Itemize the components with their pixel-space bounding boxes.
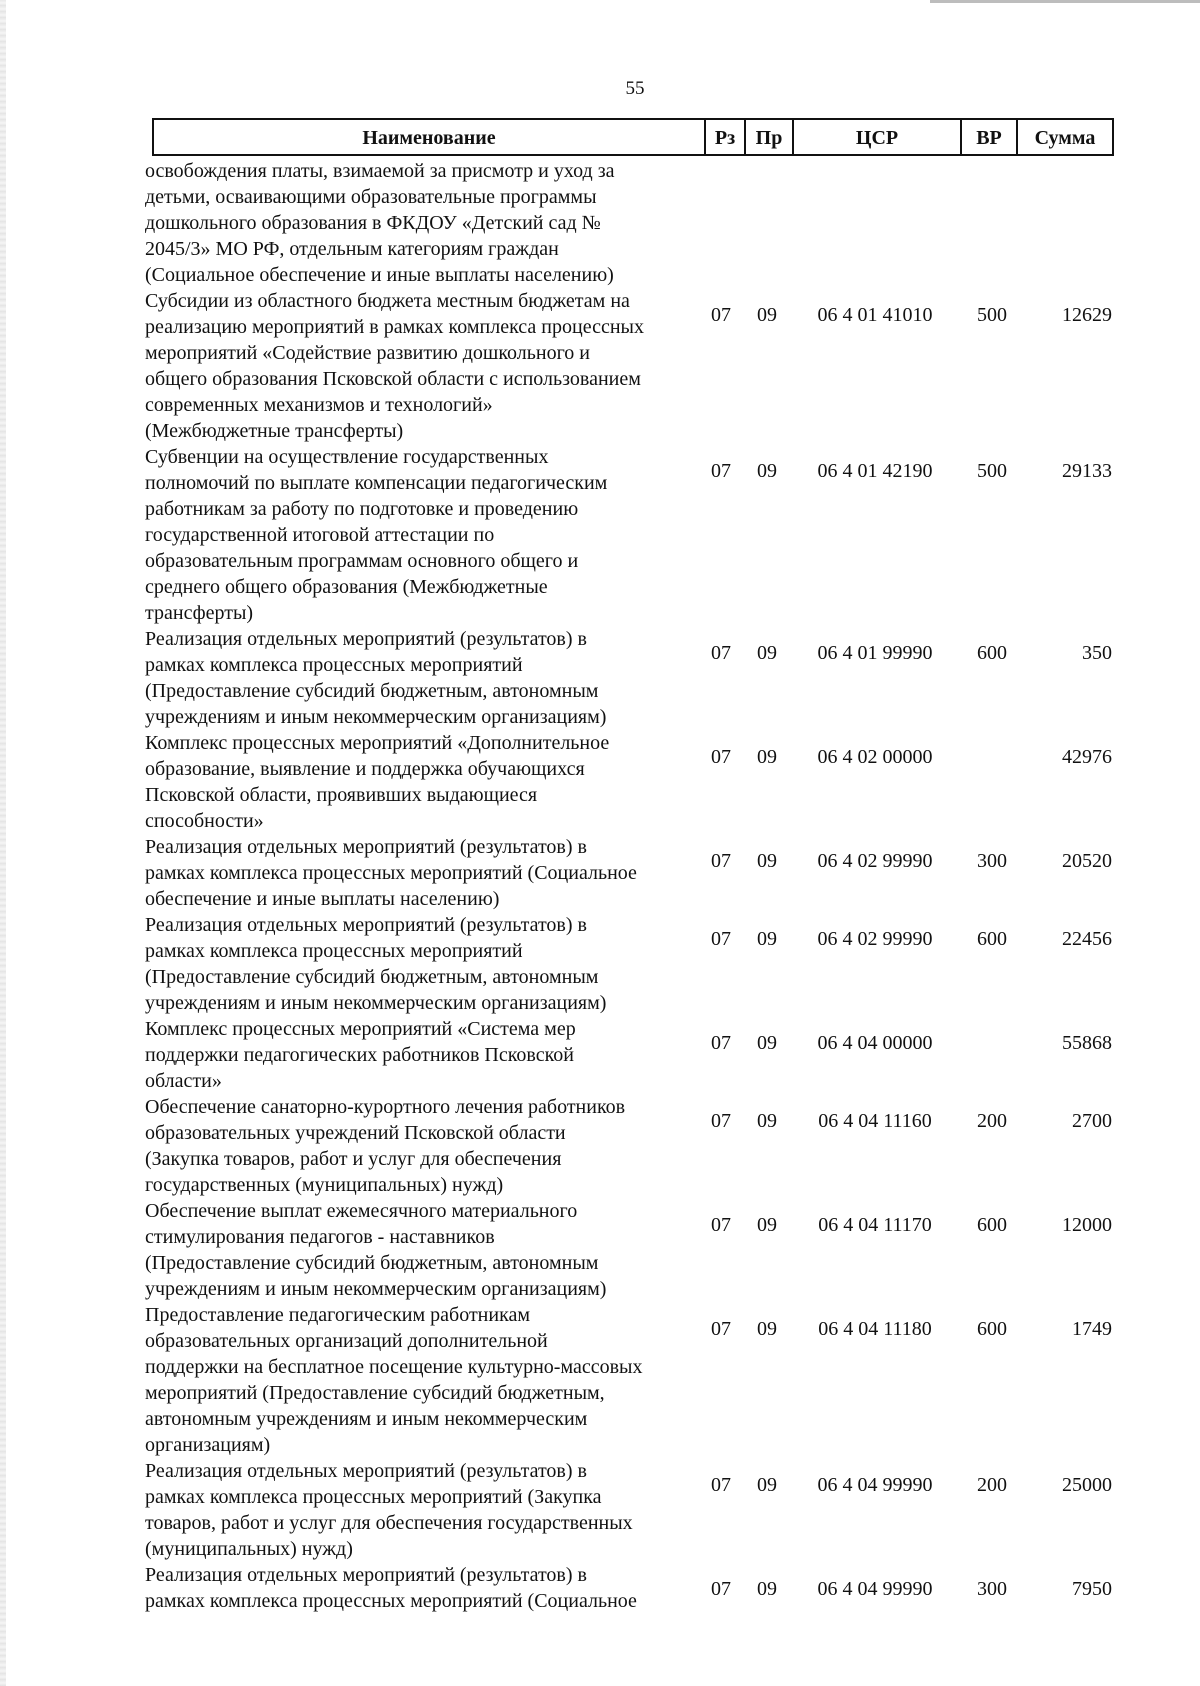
table-row (145, 730, 1120, 834)
row-csr: 06 4 04 99990 (817, 1474, 933, 1496)
table-row (145, 912, 1120, 1016)
row-vr (963, 730, 1021, 744)
row-sum: 29133 (1062, 460, 1112, 482)
row-rz: 07 (711, 460, 731, 482)
row-sum: 55868 (1062, 1032, 1112, 1054)
row-name: Субвенции на осуществление государственных полномочий по выплате компенсации педагогическим работникам за работу по подготовке и проведению государственной итоговой аттестации по образовательным программам основного общего и среднего общего образования (Межбюджетные трансферты) (145, 446, 608, 624)
table-row (145, 1198, 1120, 1302)
scan-edge-top (930, 0, 1200, 3)
table-row (145, 1016, 1120, 1094)
row-sum: 12000 (1062, 1214, 1112, 1236)
table-row (145, 1562, 1120, 1614)
row-rz: 07 (711, 850, 731, 872)
row-pr: 09 (757, 1110, 777, 1132)
row-name: Обеспечение санаторно-курортного лечения работников образовательных учреждений Псковской области (Закупка товаров, работ и услуг для обеспечения государственных (муниципальных) нужд) (145, 1096, 626, 1196)
table-body (145, 158, 1120, 1614)
row-pr: 09 (757, 1032, 777, 1054)
row-pr: 09 (757, 460, 777, 482)
table-row (145, 288, 1120, 444)
row-csr: 06 4 02 99990 (817, 850, 933, 872)
row-pr: 09 (757, 746, 777, 768)
row-pr: 09 (757, 1578, 777, 1600)
row-vr: 300 (977, 850, 1007, 872)
row-rz: 07 (711, 642, 731, 664)
row-name: освобождения платы, взимаемой за присмотр и уход за детьми, осваивающими образовательные программы дошкольного образования в ФКДОУ «Детский сад № 2045/3» МО РФ, отдельным категориям граждан (Социальное обеспечение и иные выплаты населению) (145, 160, 615, 286)
table-row (145, 834, 1120, 912)
row-sum: 12629 (1062, 304, 1112, 326)
table-header (152, 118, 1114, 156)
row-rz: 07 (711, 928, 731, 950)
row-pr: 09 (757, 850, 777, 872)
row-name: Реализация отдельных мероприятий (результатов) в рамках комплекса процессных мероприятий (Предоставление субсидий бюджетным, автономным учреждениям и иным некоммерческим организациям) (145, 914, 607, 1014)
row-vr: 500 (977, 304, 1007, 326)
row-vr: 200 (977, 1474, 1007, 1496)
header-sum: Сумма (1034, 127, 1096, 149)
row-pr: 09 (757, 1214, 777, 1236)
row-name: Субсидии из областного бюджета местным бюджетам на реализацию мероприятий в рамках комплекса процессных мероприятий «Содействие развитию дошкольного и общего образования Псковской области с использованием современных механизмов и технологий» (Межбюджетные трансферты) (145, 290, 644, 442)
row-vr: 600 (977, 642, 1007, 664)
row-pr: 09 (757, 642, 777, 664)
row-rz: 07 (711, 746, 731, 768)
row-rz: 07 (711, 1578, 731, 1600)
row-name: Реализация отдельных мероприятий (результатов) в рамках комплекса процессных мероприятий (Предоставление субсидий бюджетным, автономным учреждениям и иным некоммерческим организациям) (145, 628, 607, 728)
table-row (145, 626, 1120, 730)
header-vr: ВР (962, 120, 1018, 154)
row-rz: 07 (711, 304, 731, 326)
row-vr: 600 (977, 928, 1007, 950)
row-name: Реализация отдельных мероприятий (результатов) в рамках комплекса процессных мероприятий (Социальное (145, 1564, 637, 1612)
row-rz: 07 (711, 1474, 731, 1496)
header-name: Наименование (154, 120, 706, 154)
row-pr: 09 (757, 928, 777, 950)
row-name: Реализация отдельных мероприятий (результатов) в рамках комплекса процессных мероприятий (Социальное обеспечение и иные выплаты населению) (145, 836, 637, 910)
row-sum: 20520 (1062, 850, 1112, 872)
row-csr: 06 4 01 41010 (817, 304, 933, 326)
row-name: Комплекс процессных мероприятий «Система мер поддержки педагогических работников Псковской области» (145, 1018, 576, 1092)
row-sum: 7950 (1072, 1578, 1112, 1600)
table-row (145, 444, 1120, 626)
row-vr: 600 (977, 1214, 1007, 1236)
header-pr: Пр (746, 120, 794, 154)
row-sum: 2700 (1072, 1110, 1112, 1132)
row-rz: 07 (711, 1032, 731, 1054)
table-row (145, 1094, 1120, 1198)
row-csr: 06 4 04 11160 (818, 1110, 932, 1132)
row-csr: 06 4 01 99990 (817, 642, 933, 664)
row-name: Реализация отдельных мероприятий (результатов) в рамках комплекса процессных мероприятий (Закупка товаров, работ и услуг для обеспечения государственных (муниципальных) нужд) (145, 1460, 633, 1560)
row-pr: 09 (757, 1474, 777, 1496)
row-csr: 06 4 04 99990 (817, 1578, 933, 1600)
row-sum: 1749 (1072, 1318, 1112, 1340)
row-vr: 300 (977, 1578, 1007, 1600)
row-csr: 06 4 02 00000 (817, 746, 933, 768)
row-vr: 500 (977, 460, 1007, 482)
row-pr: 09 (757, 1318, 777, 1340)
row-rz: 07 (711, 1110, 731, 1132)
scan-edge (0, 0, 6, 1686)
row-sum: 22456 (1062, 928, 1112, 950)
row-csr: 06 4 04 11180 (818, 1318, 932, 1340)
table-row (145, 158, 1120, 288)
row-pr: 09 (757, 304, 777, 326)
header-rz: Рз (706, 120, 746, 154)
table-row (145, 1302, 1120, 1458)
row-csr: 06 4 04 00000 (817, 1032, 933, 1054)
row-rz: 07 (711, 1214, 731, 1236)
row-name: Обеспечение выплат ежемесячного материального стимулирования педагогов - наставников (Предоставление субсидий бюджетным, автономным учреждениям и иным некоммерческим организациям) (145, 1200, 607, 1300)
row-rz: 07 (711, 1318, 731, 1340)
row-sum: 25000 (1062, 1474, 1112, 1496)
header-csr: ЦСР (794, 120, 962, 154)
row-csr: 06 4 04 11170 (818, 1214, 932, 1236)
row-sum: 42976 (1062, 746, 1112, 768)
row-name: Комплекс процессных мероприятий «Дополнительное образование, выявление и поддержка обучающихся Псковской области, проявивших выдающиеся способности» (145, 732, 610, 832)
row-csr: 06 4 02 99990 (817, 928, 933, 950)
row-csr: 06 4 01 42190 (817, 460, 933, 482)
row-vr: 600 (977, 1318, 1007, 1340)
table-row (145, 1458, 1120, 1562)
row-vr: 200 (977, 1110, 1007, 1132)
page-number: 55 (625, 78, 645, 99)
row-vr (963, 1016, 1021, 1030)
row-name: Предоставление педагогическим работникам образовательных организаций дополнительной поддержки на бесплатное посещение культурно-массовых мероприятий (Предоставление субсидий бюджетным, автономным учреждениям и иным некоммерческим организациям) (145, 1304, 643, 1456)
row-sum: 350 (1082, 642, 1112, 664)
